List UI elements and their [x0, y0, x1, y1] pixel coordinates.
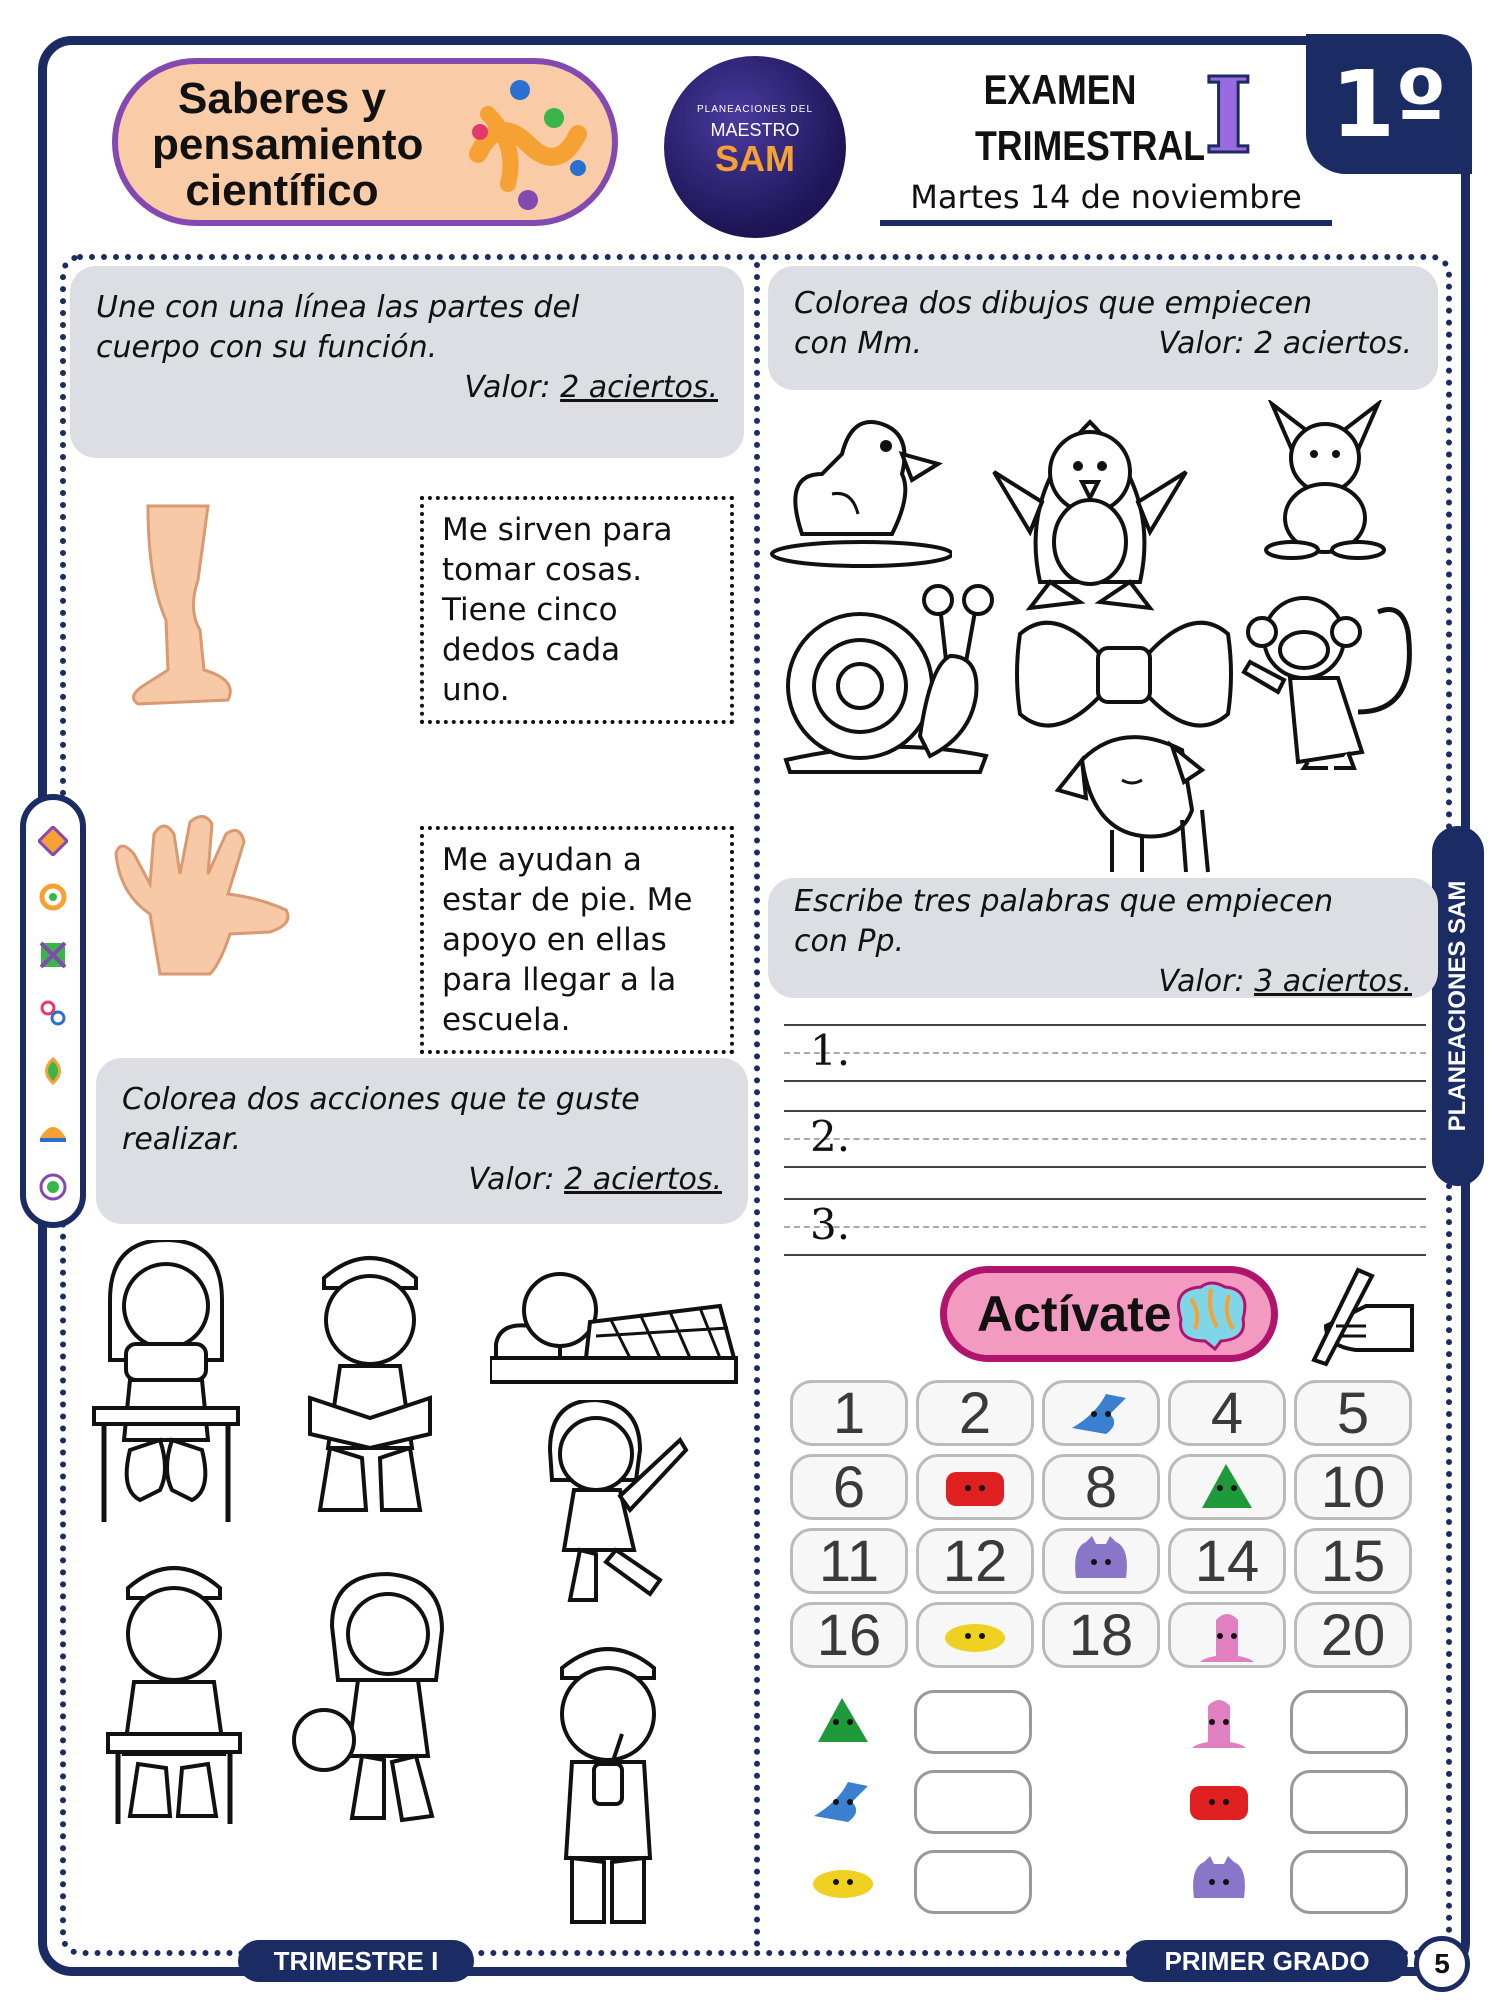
side-icon-bar [20, 794, 86, 1228]
monster-blue-icon [1042, 1380, 1160, 1446]
side-label-text: PLANEACIONES SAM [1444, 880, 1471, 1132]
splash-icon [38, 1172, 68, 1202]
card-1-line: uno. [442, 672, 510, 708]
value-amount: 2 aciertos. [564, 1162, 722, 1197]
monster-purple-icon [1042, 1528, 1160, 1594]
question-4-value [794, 962, 1412, 1002]
grid-number: 2 [916, 1380, 1034, 1446]
value-amount: 2 aciertos. [560, 370, 718, 405]
monster-green-icon [808, 1692, 878, 1754]
writing-line [784, 1080, 1426, 1082]
function-card-2 [420, 826, 734, 1054]
question-1-value [96, 368, 718, 408]
monster-pink-icon [1168, 1602, 1286, 1668]
answer-box[interactable] [1290, 1690, 1408, 1754]
grid-number: 12 [916, 1528, 1034, 1594]
writing-line [784, 1166, 1426, 1168]
card-2-line: apoyo en ellas [442, 922, 667, 958]
value-amount: 2 aciertos. [1254, 326, 1412, 361]
grid-number: 5 [1294, 1380, 1412, 1446]
dog-drawing [1052, 720, 1228, 874]
girl-dancing-drawing [540, 1400, 690, 1606]
writing-line [784, 1110, 1426, 1112]
question-2-value [122, 1160, 722, 1200]
answer-box[interactable] [914, 1850, 1032, 1914]
link-icon [38, 998, 68, 1028]
subject-pill [112, 58, 618, 226]
card-1-line: Tiene cinco [442, 592, 618, 628]
cross-icon [38, 940, 68, 970]
leg-drawing [118, 500, 244, 714]
hand-drawing [110, 814, 294, 980]
girl-ball-drawing [292, 1570, 464, 1824]
column-divider [754, 262, 760, 1948]
exam-title [975, 62, 1206, 174]
writing-line-dashed [784, 1226, 1426, 1228]
writing-hand-icon [1296, 1266, 1420, 1370]
answer-box[interactable] [914, 1690, 1032, 1754]
writing-line [784, 1198, 1426, 1200]
boy-reading-drawing [290, 1248, 450, 1520]
card-1-line: dedos cada [442, 632, 621, 668]
hill-icon [38, 1114, 68, 1144]
monster-red-icon [1184, 1772, 1254, 1834]
girl-sleeping-drawing [490, 1262, 740, 1388]
question-2-line-2: realizar. [122, 1122, 242, 1157]
question-3-box [768, 266, 1438, 390]
footer-grade: PRIMER GRADO [1126, 1940, 1408, 1982]
value-amount: 3 aciertos. [1254, 964, 1412, 999]
boy-writing-drawing [104, 1554, 244, 1828]
answer-number-2: 2. [810, 1112, 851, 1161]
writing-line-dashed [784, 1052, 1426, 1054]
grid-number: 11 [790, 1528, 908, 1594]
snail-drawing [780, 576, 994, 774]
card-1-line: Me sirven para [442, 512, 673, 548]
exam-date: Martes 14 de noviembre [880, 178, 1332, 226]
answer-number-3: 3. [810, 1200, 851, 1249]
question-3-value [1158, 324, 1412, 364]
grid-number: 8 [1042, 1454, 1160, 1520]
grid-number: 15 [1294, 1528, 1412, 1594]
page-number: 5 [1414, 1936, 1470, 1992]
exam-roman-numeral: I [1204, 54, 1253, 177]
subject-line-2: pensamiento [152, 120, 424, 169]
exam-line-1: EXAMEN [983, 66, 1137, 113]
question-2-line-1: Colorea dos acciones que te guste [122, 1082, 640, 1117]
question-1-line-2: cuerpo con su función. [96, 330, 438, 365]
subject-line-1: Saberes y [178, 74, 386, 123]
value-label: Valor: [1158, 326, 1245, 361]
grid-number: 1 [790, 1380, 908, 1446]
monster-blue-icon [808, 1772, 878, 1834]
science-logo-icon [458, 74, 598, 214]
circle-icon [38, 882, 68, 912]
exam-line-2: TRIMESTRAL [975, 122, 1206, 169]
grid-number: 16 [790, 1602, 908, 1668]
leaf-icon [38, 1056, 68, 1086]
maestro-sam-logo [664, 56, 846, 238]
value-label: Valor: [468, 1162, 555, 1197]
diamond-icon [38, 826, 68, 856]
monster-red-icon [916, 1454, 1034, 1520]
grid-number: 20 [1294, 1602, 1412, 1668]
function-card-1 [420, 496, 734, 724]
activate-banner [940, 1266, 1278, 1362]
monkey-drawing [1238, 592, 1422, 770]
grade-badge: 1º [1306, 34, 1472, 174]
logo-top-text: PLANEACIONES DEL [696, 104, 814, 115]
footer-trimester: TRIMESTRE I [238, 1940, 474, 1982]
duck-drawing [762, 394, 952, 570]
question-4-line-1: Escribe tres palabras que empiecen [794, 884, 1334, 919]
answer-box[interactable] [1290, 1850, 1408, 1914]
answer-box[interactable] [1290, 1770, 1408, 1834]
logo-middle-text: MAESTRO [710, 120, 800, 140]
subject-title [152, 74, 424, 215]
question-4-box [768, 878, 1438, 998]
writing-line [784, 1254, 1426, 1256]
brain-icon [1171, 1279, 1251, 1351]
rabbit-drawing [1262, 400, 1388, 560]
value-label: Valor: [464, 370, 551, 405]
question-2-box [96, 1058, 748, 1224]
answer-box[interactable] [914, 1770, 1032, 1834]
monster-pink-icon [1184, 1692, 1254, 1754]
answer-number-1: 1. [810, 1026, 851, 1075]
value-label: Valor: [1158, 964, 1245, 999]
monster-green-icon [1168, 1454, 1286, 1520]
monster-yellow-icon [808, 1852, 878, 1914]
grid-number: 4 [1168, 1380, 1286, 1446]
card-2-line: para llegar a la [442, 962, 677, 998]
boy-drinking-drawing [532, 1638, 682, 1928]
girl-eating-drawing [90, 1240, 242, 1526]
grid-number: 14 [1168, 1528, 1286, 1594]
question-4-line-2: con Pp. [794, 924, 905, 959]
bow-tie-drawing [1014, 614, 1234, 736]
card-2-line: estar de pie. Me [442, 882, 693, 918]
side-label [1432, 826, 1484, 1186]
activate-title: Actívate [977, 1286, 1172, 1342]
logo-name-text: SAM [715, 138, 795, 179]
card-2-line: Me ayudan a [442, 842, 642, 878]
penguin-drawing [990, 402, 1190, 614]
question-3-line-2: con Mm. [794, 326, 923, 361]
grid-number: 6 [790, 1454, 908, 1520]
card-1-line: tomar cosas. [442, 552, 643, 588]
grid-number: 10 [1294, 1454, 1412, 1520]
writing-line [784, 1024, 1426, 1026]
grid-number: 18 [1042, 1602, 1160, 1668]
card-2-line: escuela. [442, 1002, 571, 1038]
writing-line-dashed [784, 1138, 1426, 1140]
question-3-line-1: Colorea dos dibujos que empiecen [794, 286, 1313, 321]
question-1-line-1: Une con una línea las partes del [96, 290, 580, 325]
subject-line-3: científico [185, 166, 379, 215]
monster-purple-icon [1184, 1852, 1254, 1914]
monster-yellow-icon [916, 1602, 1034, 1668]
question-1-box [70, 266, 744, 458]
